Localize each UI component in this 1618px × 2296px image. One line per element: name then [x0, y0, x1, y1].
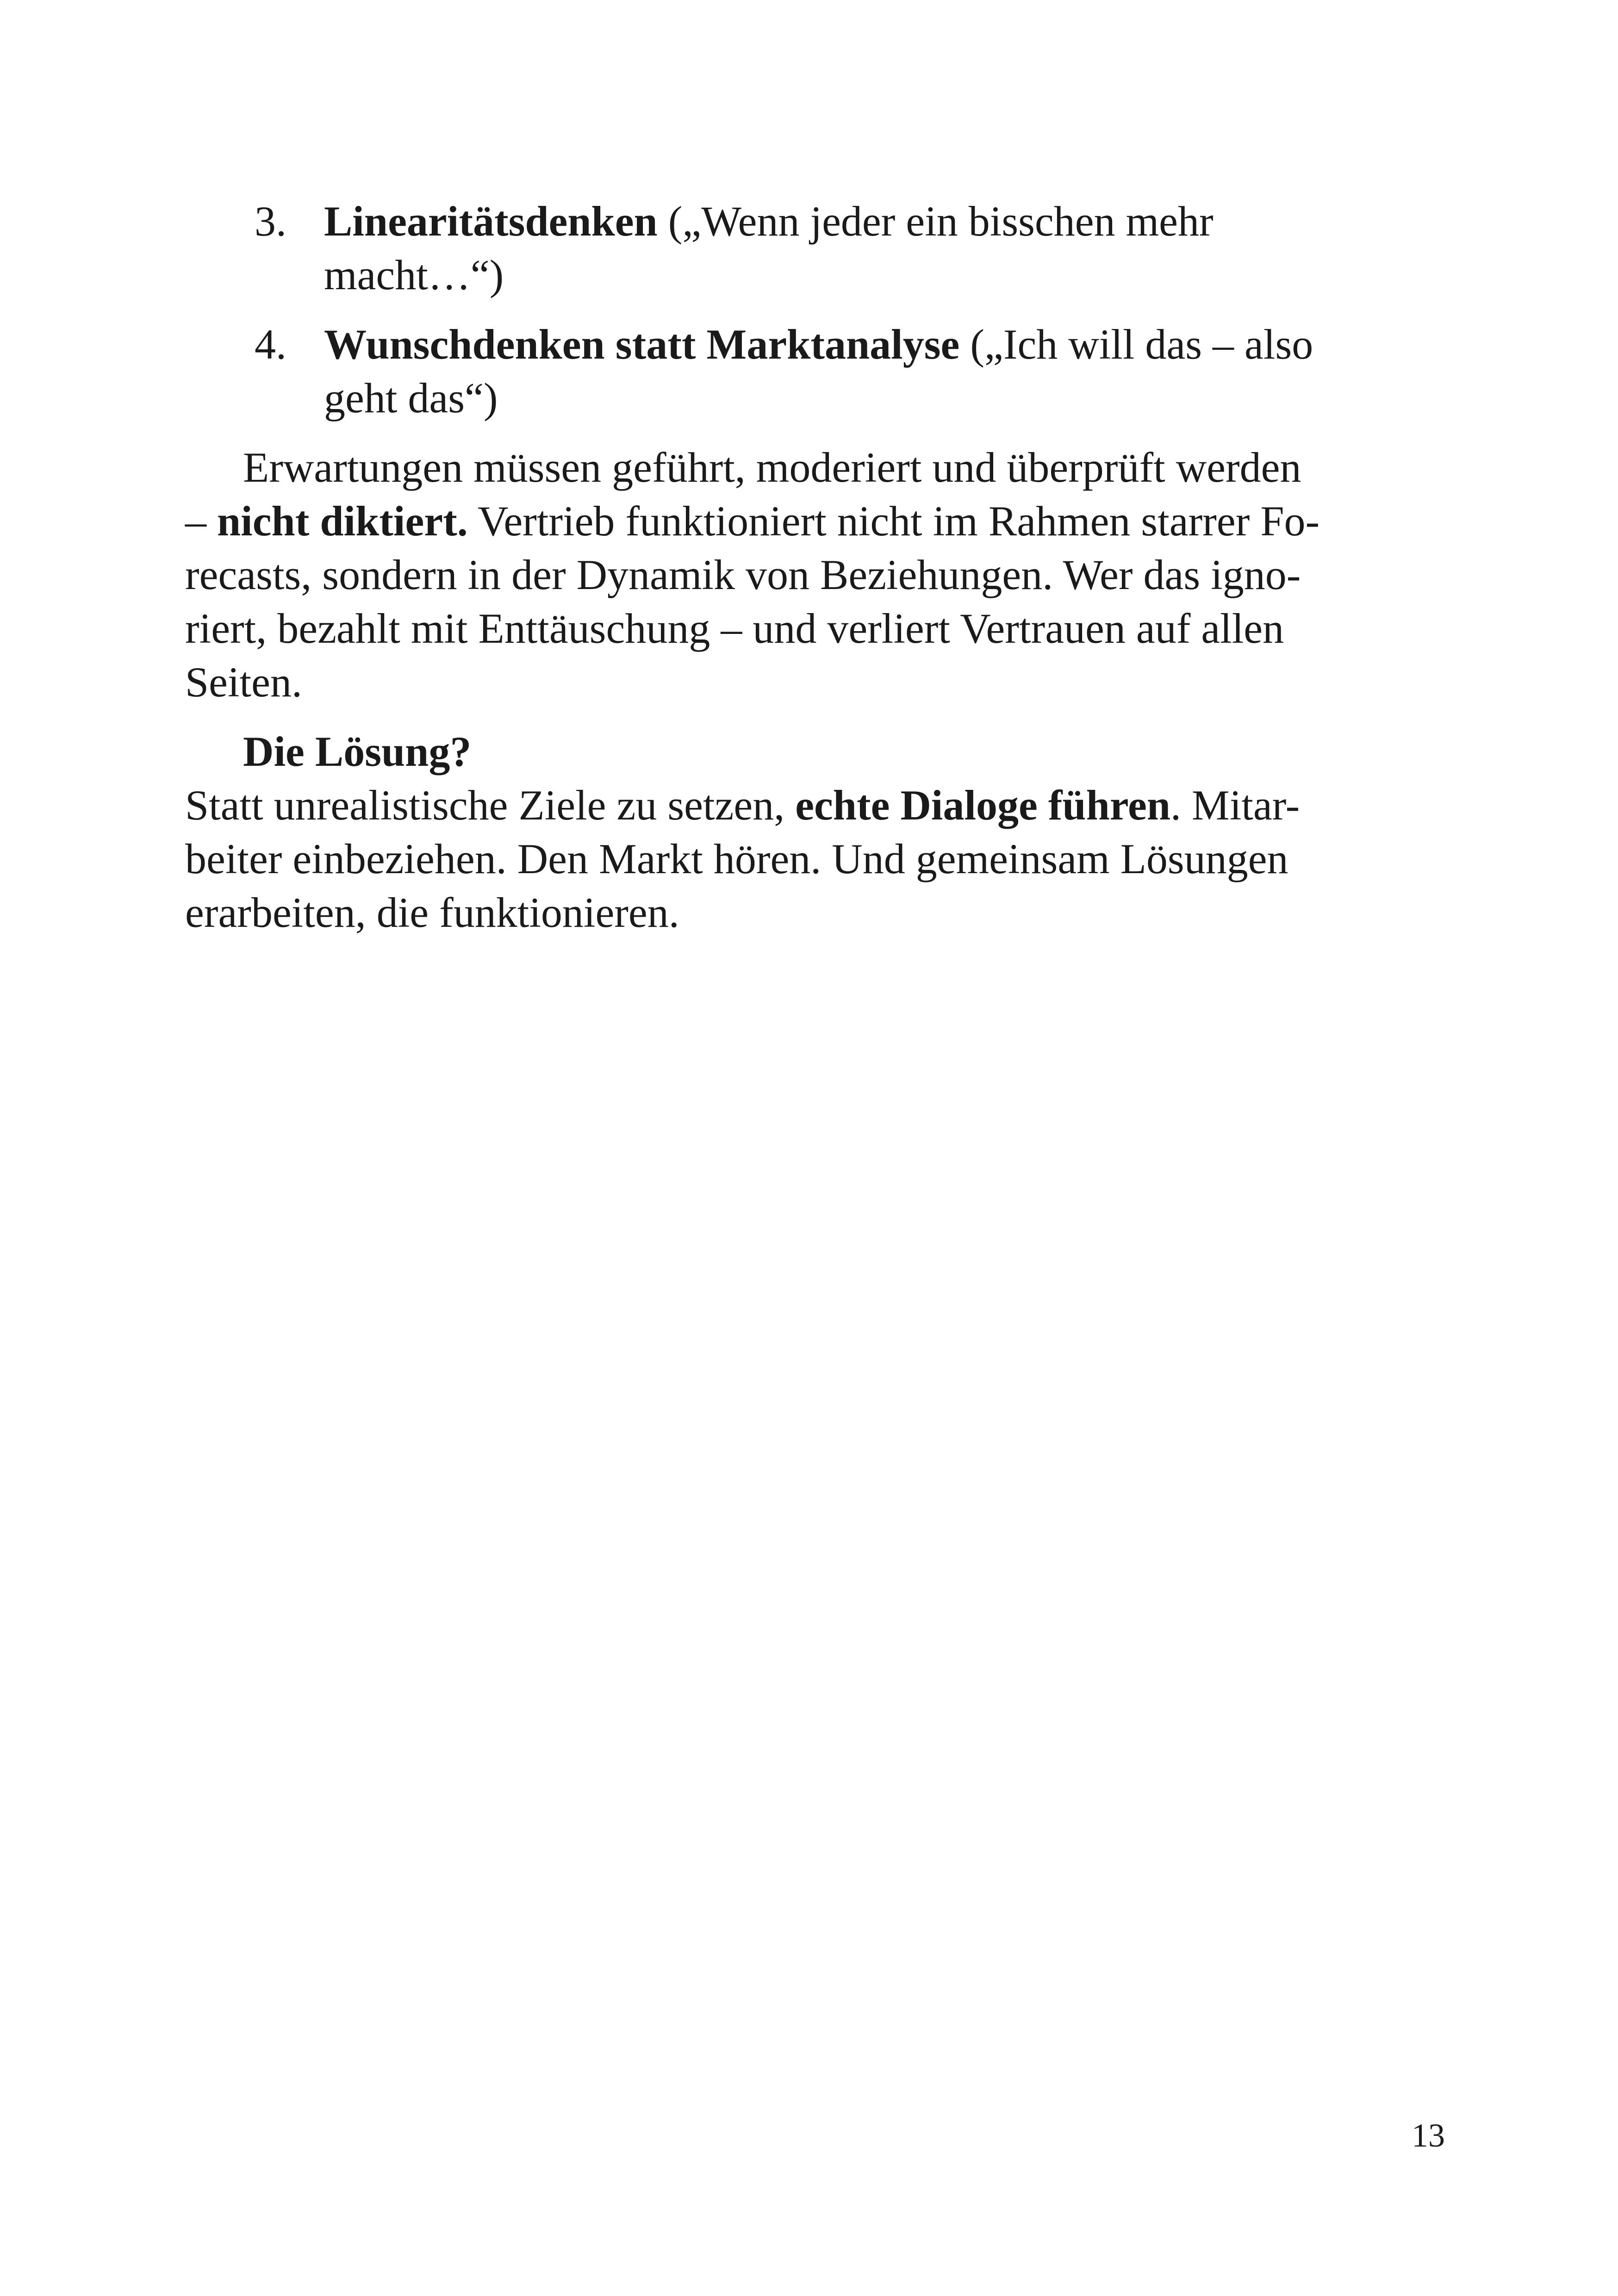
paragraph-line: Seiten. — [185, 658, 302, 706]
paragraph-text: Vertrieb funktioniert nicht im Rahmen starrer Fo- — [467, 497, 1320, 545]
paragraph-line: Erwartungen müssen geführt, moderiert und überprüft werden — [243, 444, 1301, 491]
list-item-4 — [185, 317, 1435, 425]
list-item-line: geht das“) — [324, 374, 498, 422]
paragraph-solution — [185, 778, 1435, 939]
list-item-line — [324, 317, 1435, 371]
page-content — [185, 194, 1435, 955]
list-number: 4. — [255, 321, 286, 368]
paragraph-line: recasts, sondern in der Dynamik von Beziehungen. Wer das igno- — [185, 551, 1301, 598]
paragraph-line: beiter einbeziehen. Den Markt hören. Und gemeinsam Lösungen — [185, 835, 1288, 882]
paragraph-text: Statt unrealistische Ziele zu setzen, — [185, 782, 796, 829]
paragraph-bold: echte Dialoge führen — [795, 782, 1171, 829]
list-item-text: („Ich will das – also — [959, 321, 1313, 368]
section-heading: Die Lösung? — [243, 728, 472, 775]
list-number: 3. — [255, 198, 286, 245]
paragraph-bold: nicht diktiert. — [217, 497, 468, 545]
list-item-bold: Linearitätsdenken — [324, 198, 658, 245]
list-item-line: macht…“) — [324, 251, 504, 298]
paragraph-text: – — [185, 497, 217, 545]
paragraph-line — [185, 494, 1435, 548]
page-number: 13 — [1412, 2117, 1445, 2154]
paragraph-line: riert, bezahlt mit Enttäuschung – und verliert Vertrauen auf allen — [185, 605, 1284, 652]
list-item-text: („Wenn jeder ein bisschen mehr — [657, 198, 1214, 245]
list-item-bold: Wunschdenken statt Marktanalyse — [324, 321, 960, 368]
list-item-3 — [185, 194, 1435, 302]
paragraph-expectations — [185, 441, 1435, 709]
paragraph-text: . Mitar- — [1170, 782, 1300, 829]
paragraph-line — [185, 778, 1435, 832]
paragraph-line: erarbeiten, die funktionieren. — [185, 889, 679, 936]
list-item-line — [324, 194, 1435, 248]
